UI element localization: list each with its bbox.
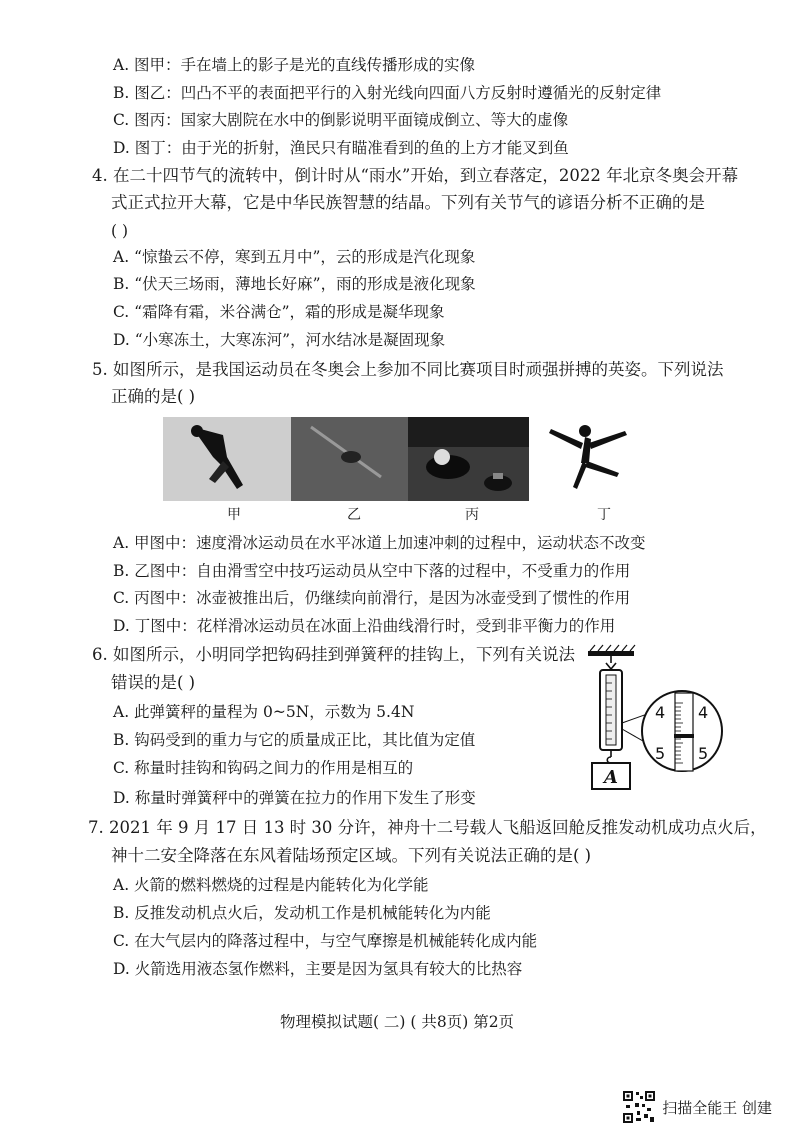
q7-stem-line1: 7. 2021 年 9 月 17 日 13 时 30 分许，神舟十二号载人飞船返回舱反推发动机成功点火后， bbox=[88, 818, 767, 837]
caption-bing: 丙 bbox=[465, 507, 479, 523]
q6-stem-line2: 错误的是( ) bbox=[111, 673, 196, 692]
q5-stem-line2: 正确的是( ) bbox=[111, 387, 196, 406]
photo-speed-skater bbox=[163, 417, 291, 501]
q5-option-b: B. 乙图中：自由滑雪空中技巧运动员从空中下落的过程中，不受重力的作用 bbox=[113, 562, 631, 580]
q5-option-d: D. 丁图中：花样滑冰运动员在冰面上沿曲线滑行时，受到非平衡力的作用 bbox=[113, 617, 616, 635]
q5-option-c: C. 丙图中：冰壶被推出后，仍继续向前滑行，是因为冰壶受到了惯性的作用 bbox=[113, 589, 631, 607]
weight-label: A bbox=[604, 767, 618, 788]
caption-jia: 甲 bbox=[227, 507, 241, 523]
q4-option-d: D. “小寒冻土，大寒冻河”，河水结冰是凝固现象 bbox=[113, 331, 446, 349]
q3-option-a: A. 图甲：手在墙上的影子是光的直线传播形成的实像 bbox=[113, 56, 476, 74]
spring-scale-figure bbox=[570, 643, 730, 791]
q7-option-d: D. 火箭选用液态氢作燃料，主要是因为氢具有较大的比热容 bbox=[113, 960, 523, 978]
q5-photo-strip bbox=[163, 417, 650, 501]
photo-curling bbox=[408, 417, 529, 501]
q4-stem-line2: 式正式拉开大幕，它是中华民族智慧的结晶。下列有关节气的谚语分析不正确的是 bbox=[111, 193, 705, 212]
q6-option-b: B. 钩码受到的重力与它的质量成正比，其比值为定值 bbox=[113, 731, 476, 749]
scale-label-5-left: 5 bbox=[655, 744, 666, 763]
qr-code-icon bbox=[622, 1090, 656, 1124]
photo-aerial-skier bbox=[291, 417, 408, 501]
q4-option-c: C. “霜降有霜，米谷满仓”，霜的形成是凝华现象 bbox=[113, 303, 445, 321]
q4-stem-line1: 4. 在二十四节气的流转中，倒计时从“雨水”开始，到立春落定，2022 年北京冬奥会开幕 bbox=[92, 166, 739, 185]
q4-option-b: B. “伏天三场雨，薄地长好麻”，雨的形成是液化现象 bbox=[113, 275, 476, 293]
q4-option-a: A. “惊蛰云不停，寒到五月中”，云的形成是汽化现象 bbox=[113, 248, 476, 266]
q7-option-a: A. 火箭的燃料燃烧的过程是内能转化为化学能 bbox=[113, 876, 429, 894]
page-footer: 物理模拟试题( 二) ( 共8页) 第2页 bbox=[279, 1013, 515, 1031]
q6-stem-line1: 6. 如图所示，小明同学把钩码挂到弹簧秤的挂钩上，下列有关说法 bbox=[92, 645, 575, 664]
scale-label-4-right: 4 bbox=[698, 703, 709, 722]
photo-figure-skater bbox=[529, 417, 650, 501]
scale-label-4-left: 4 bbox=[655, 703, 666, 722]
q5-option-a: A. 甲图中：速度滑冰运动员在水平冰道上加速冲刺的过程中，运动状态不改变 bbox=[113, 534, 646, 552]
q3-option-c: C. 图丙：国家大剧院在水中的倒影说明平面镜成倒立、等大的虚像 bbox=[113, 111, 569, 129]
q3-option-d: D. 图丁：由于光的折射，渔民只有瞄准看到的鱼的上方才能叉到鱼 bbox=[113, 139, 569, 157]
caption-yi: 乙 bbox=[347, 507, 361, 523]
q6-option-c: C. 称量时挂钩和钩码之间力的作用是相互的 bbox=[113, 759, 414, 777]
q3-option-b: B. 图乙：凹凸不平的表面把平行的入射光线向四面八方反射时遵循光的反射定律 bbox=[113, 84, 662, 102]
scale-label-5-right: 5 bbox=[698, 744, 709, 763]
q7-option-c: C. 在大气层内的降落过程中，与空气摩擦是机械能转化成内能 bbox=[113, 932, 538, 950]
q7-stem-line2: 神十二安全降落在东风着陆场预定区域。下列有关说法正确的是( ) bbox=[111, 846, 592, 865]
q6-option-d: D. 称量时弹簧秤中的弹簧在拉力的作用下发生了形变 bbox=[113, 789, 476, 807]
q7-option-b: B. 反推发动机点火后，发动机工作是机械能转化为内能 bbox=[113, 904, 491, 922]
q4-answer-bracket: ( ) bbox=[111, 222, 129, 240]
caption-ding: 丁 bbox=[597, 507, 611, 523]
q5-stem-line1: 5. 如图所示，是我国运动员在冬奥会上参加不同比赛项目时顽强拼搏的英姿。下列说法 bbox=[92, 360, 724, 379]
q6-option-a: A. 此弹簧秤的量程为 0~5N，示数为 5.4N bbox=[113, 703, 415, 721]
scanner-watermark bbox=[622, 1090, 772, 1124]
scanner-text: 扫描全能王 创建 bbox=[662, 1098, 772, 1117]
